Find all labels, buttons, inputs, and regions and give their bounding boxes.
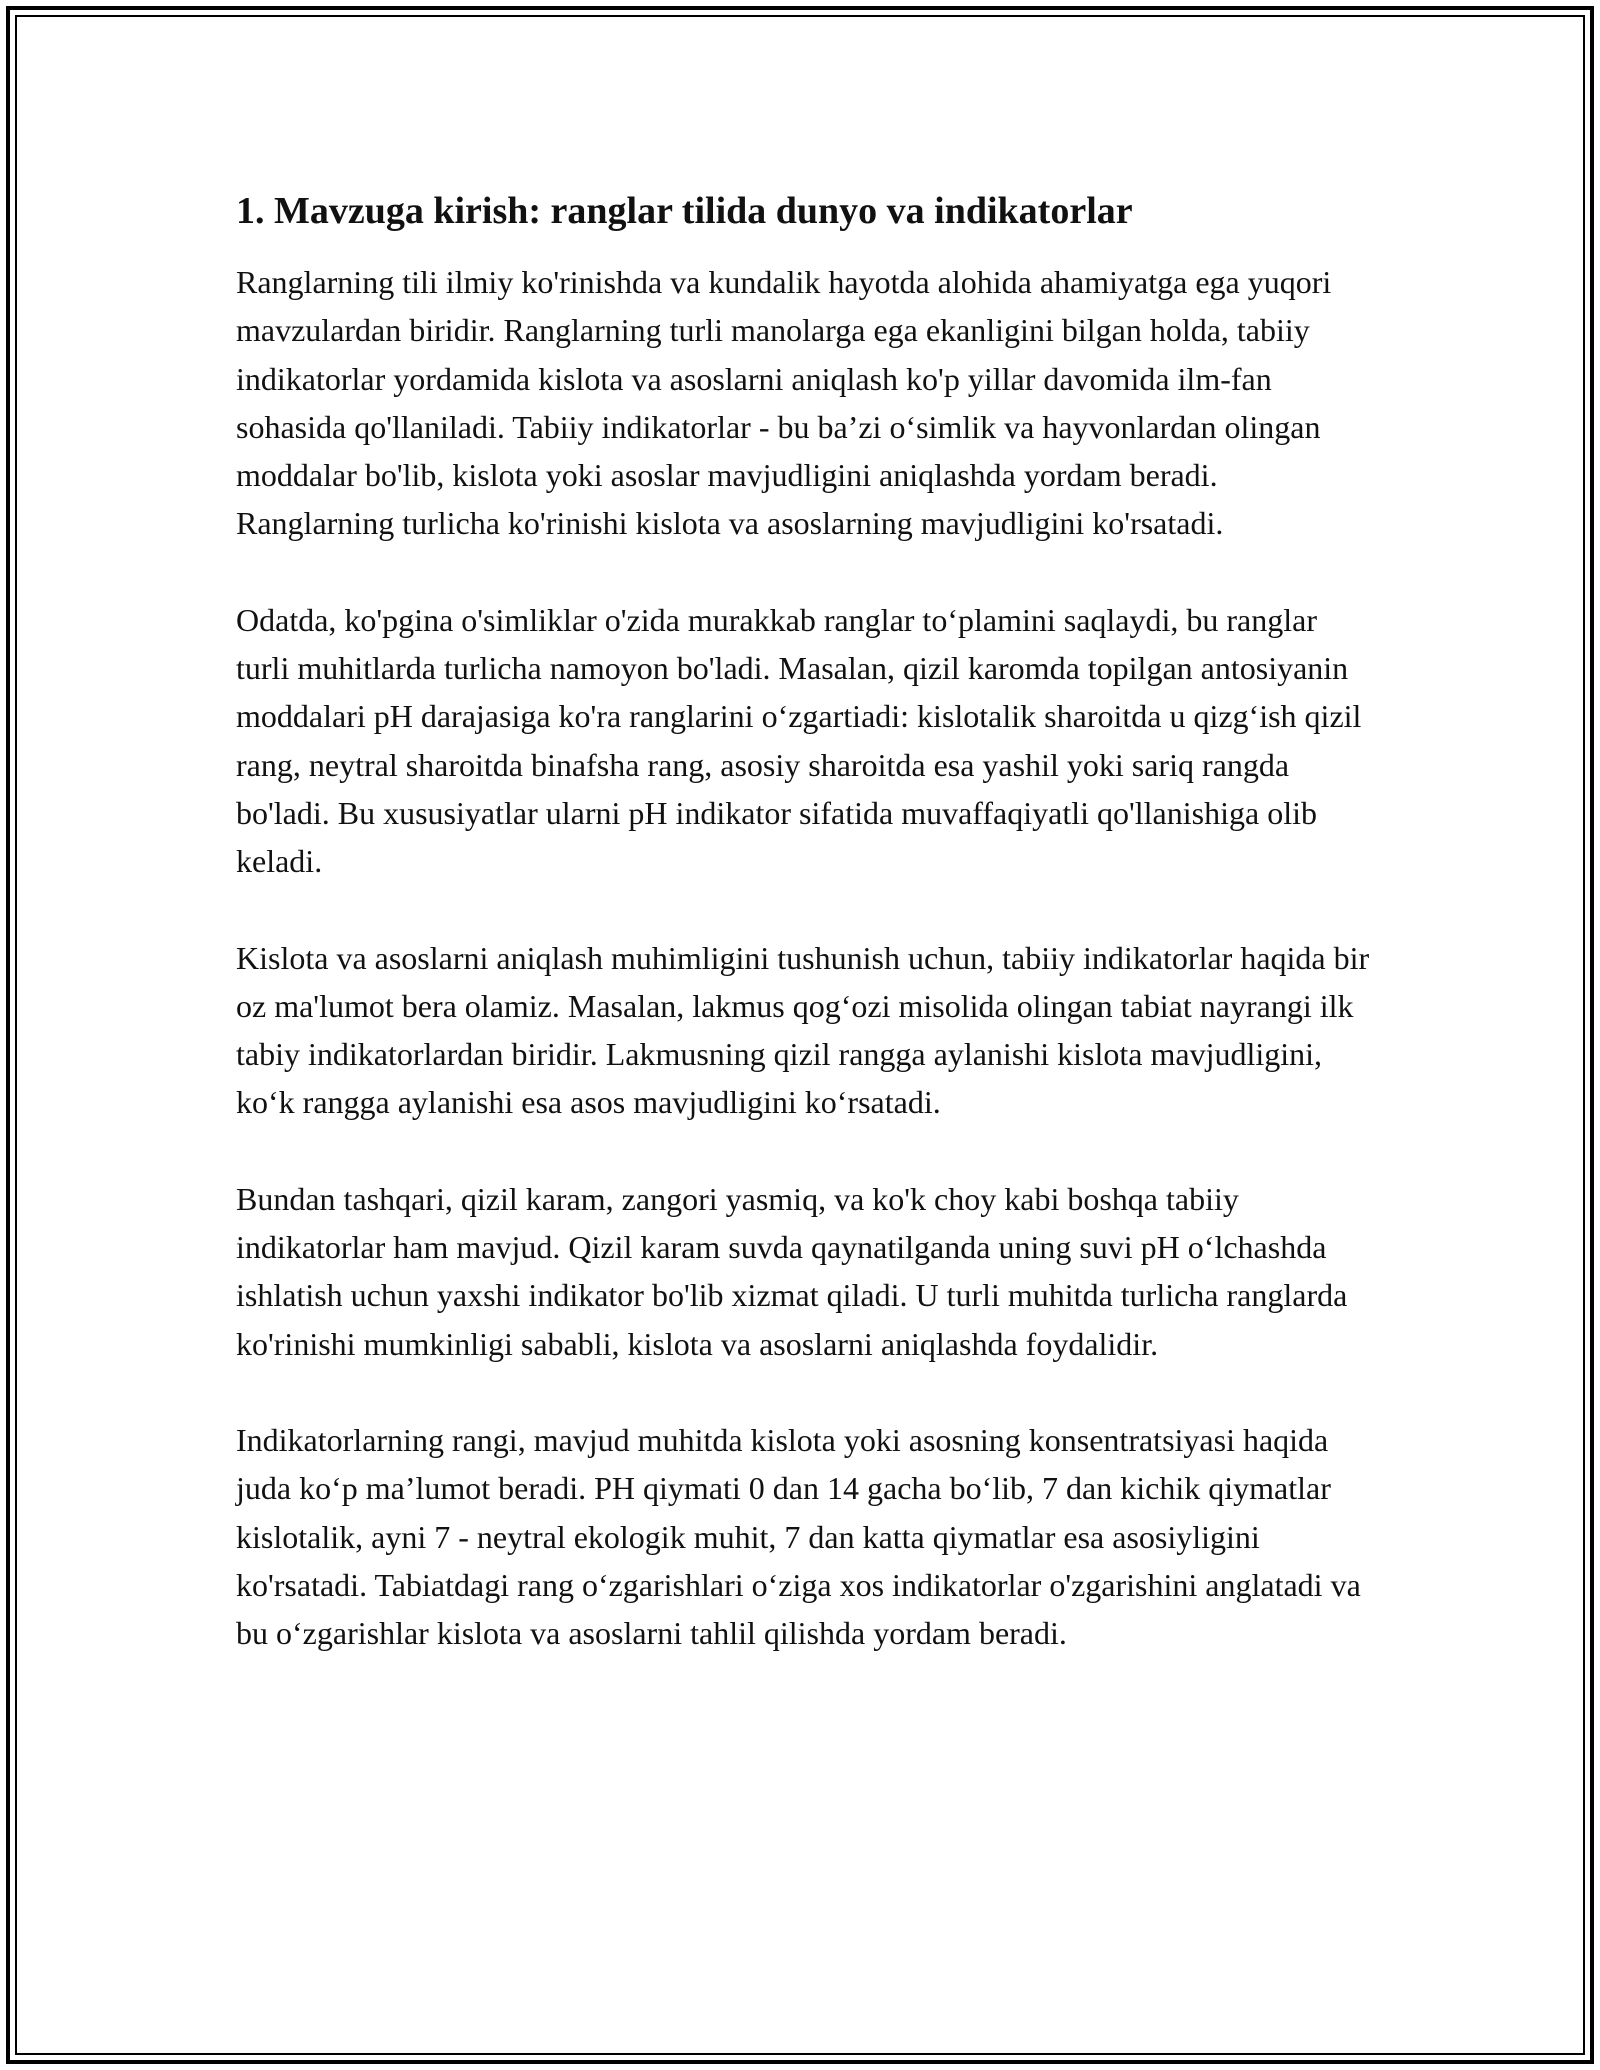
paragraph-intro: Ranglarning tili ilmiy ko'rinishda va kundalik hayotda alohida ahamiyatga ega yuqori mavzulardan biridir. Ranglarning turli manolarga ega ekanligini bilgan holda, tabiiy indikatorlar yordamida kislota va asoslarni aniqlash ko'p yillar davomida ilm-fan sohasida qo'llaniladi. Tabiiy indikatorlar - bu ba’zi o‘simlik va hayvonlardan olingan moddalar bo'lib, kislota yoki asoslar mavjudligini aniqlashda yordam beradi. Ranglarning turlicha ko'rinishi kislota va asoslarning mavjudligini ko'rsatadi. bbox=[236, 264, 1332, 542]
paragraph-litmus: Kislota va asoslarni aniqlash muhimligini tushunish uchun, tabiiy indikatorlar haqida bir oz ma'lumot bera olamiz. Masalan, lakmus qog‘ozi misolida olingan tabiat nayrangi ilk tabiy indikatorlardan biridir. Lakmusning qizil rangga aylanishi kislota mavjudligini, ko‘k rangga aylanishi esa asos mavjudligini ko‘rsatadi. bbox=[236, 939, 1370, 1121]
document-body bbox=[236, 186, 1376, 1705]
paragraph-ph-scale: Indikatorlarning rangi, mavjud muhitda kislota yoki asosning konsentratsiyasi haqida juda ko‘p ma’lumot beradi. PH qiymati 0 dan 14 gacha bo‘lib, 7 dan kichik qiymatlar kislotalik, ayni 7 - neytral ekologik muhit, 7 dan katta qiymatlar esa asosiyligini ko'rsatadi. Tabiatdagi rang o‘zgarishlari o‘ziga xos indikatorlar o'zgarishini anglatadi va bu o‘zgarishlar kislota va asoslarni tahlil qilishda yordam beradi. bbox=[236, 1421, 1361, 1652]
section-heading: 1. Mavzuga kirish: ranglar tilida dunyo va indikatorlar bbox=[236, 190, 1133, 232]
paragraph-other-indicators: Bundan tashqari, qizil karam, zangori yasmiq, va ko'k choy kabi boshqa tabiiy indikatorlar ham mavjud. Qizil karam suvda qaynatilganda uning suvi pH o‘lchashda ishlatish uchun yaxshi indikator bo'lib xizmat qiladi. U turli muhitda turlicha ranglarda ko'rinishi mumkinligi sababli, kislota va asoslarni aniqlashda foydalidir. bbox=[236, 1180, 1348, 1362]
paragraph-plant-pigments: Odatda, ko'pgina o'simliklar o'zida murakkab ranglar to‘plamini saqlaydi, bu ranglar turli muhitlarda turlicha namoyon bo'ladi. Masalan, qizil karomda topilgan antosiyanin moddalari pH darajasiga ko'ra ranglarini o‘zgartiadi: kislotalik sharoitda u qizg‘ish qizil rang, neytral sharoitda binafsha rang, asosiy sharoitda esa yashil yoki sariq rangda bo'ladi. Bu xususiyatlar ularni pH indikator sifatida muvaffaqiyatli qo'llanishiga olib keladi. bbox=[236, 601, 1362, 880]
